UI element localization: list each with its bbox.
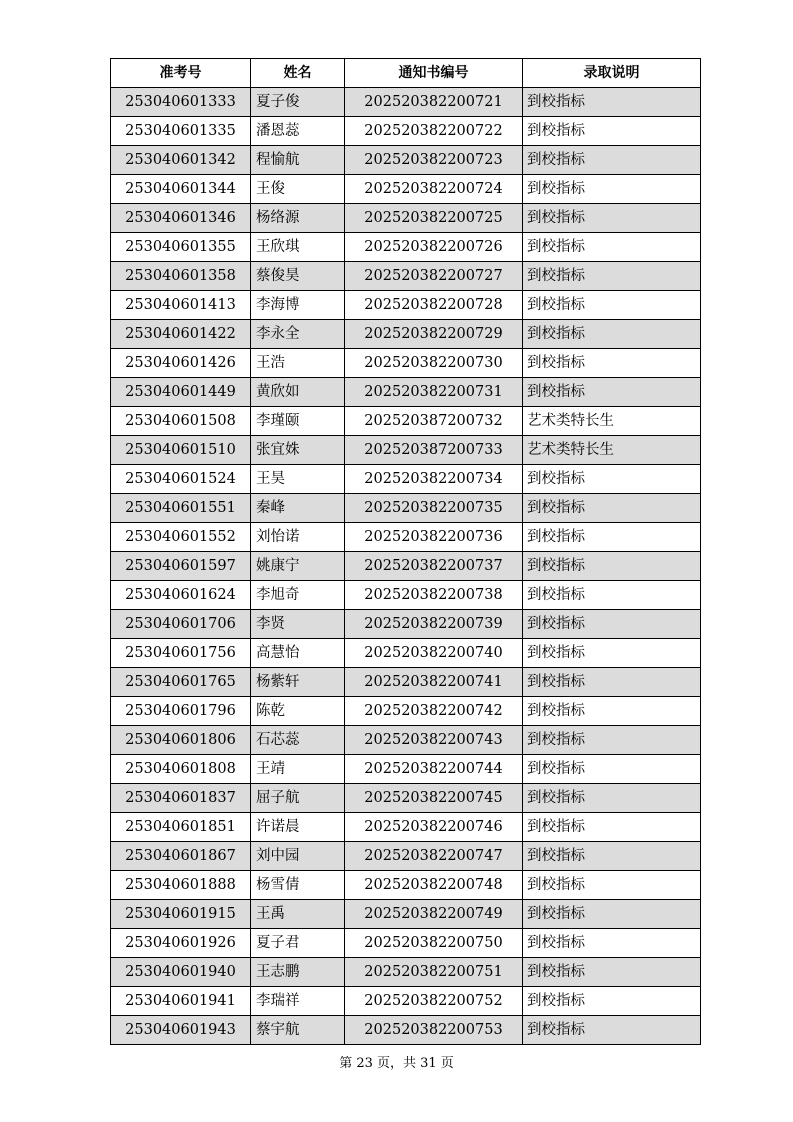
cell-notice-no: 202520382200747 <box>345 842 523 871</box>
cell-name: 许诺晨 <box>251 813 345 842</box>
cell-name: 杨络源 <box>251 204 345 233</box>
cell-notice-no: 202520382200749 <box>345 900 523 929</box>
cell-remark: 到校指标 <box>523 494 701 523</box>
table-row <box>111 378 701 407</box>
admission-table <box>110 58 701 1045</box>
cell-exam-no: 253040601335 <box>111 117 251 146</box>
table-row <box>111 146 701 175</box>
table-body <box>111 88 701 1045</box>
table-row <box>111 842 701 871</box>
cell-remark: 艺术类特长生 <box>523 436 701 465</box>
cell-exam-no: 253040601796 <box>111 697 251 726</box>
table-row <box>111 871 701 900</box>
cell-notice-no: 202520382200752 <box>345 987 523 1016</box>
cell-remark: 到校指标 <box>523 610 701 639</box>
cell-exam-no: 253040601355 <box>111 233 251 262</box>
cell-name: 秦峰 <box>251 494 345 523</box>
cell-remark: 到校指标 <box>523 1016 701 1045</box>
cell-exam-no: 253040601422 <box>111 320 251 349</box>
table-row <box>111 581 701 610</box>
cell-remark: 到校指标 <box>523 378 701 407</box>
cell-notice-no: 202520382200743 <box>345 726 523 755</box>
cell-remark: 到校指标 <box>523 523 701 552</box>
table-header <box>111 59 701 88</box>
cell-notice-no: 202520382200729 <box>345 320 523 349</box>
cell-remark: 到校指标 <box>523 465 701 494</box>
table-row <box>111 610 701 639</box>
cell-remark: 到校指标 <box>523 291 701 320</box>
table-row <box>111 668 701 697</box>
cell-remark: 到校指标 <box>523 117 701 146</box>
cell-exam-no: 253040601524 <box>111 465 251 494</box>
cell-exam-no: 253040601808 <box>111 755 251 784</box>
cell-name: 程愉航 <box>251 146 345 175</box>
cell-exam-no: 253040601426 <box>111 349 251 378</box>
cell-notice-no: 202520382200725 <box>345 204 523 233</box>
table-row <box>111 233 701 262</box>
table-row <box>111 784 701 813</box>
cell-name: 陈乾 <box>251 697 345 726</box>
cell-name: 潘恩蕊 <box>251 117 345 146</box>
cell-exam-no: 253040601765 <box>111 668 251 697</box>
cell-notice-no: 202520382200739 <box>345 610 523 639</box>
table-row <box>111 929 701 958</box>
table-row <box>111 407 701 436</box>
table-row <box>111 436 701 465</box>
cell-exam-no: 253040601333 <box>111 88 251 117</box>
cell-name: 杨紫轩 <box>251 668 345 697</box>
cell-notice-no: 202520382200746 <box>345 813 523 842</box>
cell-remark: 到校指标 <box>523 175 701 204</box>
cell-name: 王欣琪 <box>251 233 345 262</box>
cell-name: 李瑾颐 <box>251 407 345 436</box>
cell-exam-no: 253040601358 <box>111 262 251 291</box>
cell-notice-no: 202520382200751 <box>345 958 523 987</box>
cell-remark: 到校指标 <box>523 349 701 378</box>
cell-notice-no: 202520382200745 <box>345 784 523 813</box>
cell-notice-no: 202520382200730 <box>345 349 523 378</box>
cell-remark: 到校指标 <box>523 581 701 610</box>
cell-name: 石芯蕊 <box>251 726 345 755</box>
cell-name: 王志鹏 <box>251 958 345 987</box>
table-row <box>111 639 701 668</box>
cell-exam-no: 253040601926 <box>111 929 251 958</box>
cell-notice-no: 202520382200723 <box>345 146 523 175</box>
header-notice-no: 通知书编号 <box>345 59 523 88</box>
cell-remark: 到校指标 <box>523 262 701 291</box>
cell-notice-no: 202520387200733 <box>345 436 523 465</box>
cell-name: 李海博 <box>251 291 345 320</box>
cell-notice-no: 202520382200731 <box>345 378 523 407</box>
header-exam-no: 准考号 <box>111 59 251 88</box>
cell-exam-no: 253040601941 <box>111 987 251 1016</box>
cell-exam-no: 253040601449 <box>111 378 251 407</box>
cell-name: 高慧怡 <box>251 639 345 668</box>
cell-remark: 到校指标 <box>523 813 701 842</box>
table-row <box>111 900 701 929</box>
cell-name: 李永全 <box>251 320 345 349</box>
table-row <box>111 813 701 842</box>
cell-remark: 到校指标 <box>523 552 701 581</box>
cell-notice-no: 202520382200736 <box>345 523 523 552</box>
cell-remark: 到校指标 <box>523 639 701 668</box>
cell-exam-no: 253040601915 <box>111 900 251 929</box>
cell-notice-no: 202520382200724 <box>345 175 523 204</box>
cell-notice-no: 202520382200750 <box>345 929 523 958</box>
cell-remark: 到校指标 <box>523 320 701 349</box>
cell-exam-no: 253040601510 <box>111 436 251 465</box>
cell-notice-no: 202520382200734 <box>345 465 523 494</box>
cell-name: 杨雪倩 <box>251 871 345 900</box>
cell-name: 屈子航 <box>251 784 345 813</box>
cell-remark: 到校指标 <box>523 871 701 900</box>
table-row <box>111 697 701 726</box>
cell-notice-no: 202520382200753 <box>345 1016 523 1045</box>
cell-exam-no: 253040601837 <box>111 784 251 813</box>
cell-name: 王禹 <box>251 900 345 929</box>
page-footer: 第 23 页，共 31 页 <box>339 1056 454 1071</box>
cell-remark: 到校指标 <box>523 88 701 117</box>
cell-notice-no: 202520382200740 <box>345 639 523 668</box>
table-row <box>111 465 701 494</box>
cell-exam-no: 253040601706 <box>111 610 251 639</box>
cell-notice-no: 202520382200722 <box>345 117 523 146</box>
table-row <box>111 1016 701 1045</box>
cell-notice-no: 202520387200732 <box>345 407 523 436</box>
cell-notice-no: 202520382200744 <box>345 755 523 784</box>
cell-remark: 艺术类特长生 <box>523 407 701 436</box>
cell-notice-no: 202520382200728 <box>345 291 523 320</box>
cell-name: 夏子俊 <box>251 88 345 117</box>
cell-exam-no: 253040601867 <box>111 842 251 871</box>
cell-exam-no: 253040601413 <box>111 291 251 320</box>
cell-exam-no: 253040601756 <box>111 639 251 668</box>
cell-exam-no: 253040601342 <box>111 146 251 175</box>
cell-name: 李旭奇 <box>251 581 345 610</box>
cell-notice-no: 202520382200726 <box>345 233 523 262</box>
table-row <box>111 204 701 233</box>
cell-name: 王靖 <box>251 755 345 784</box>
cell-remark: 到校指标 <box>523 958 701 987</box>
table-row <box>111 262 701 291</box>
table-row <box>111 726 701 755</box>
cell-remark: 到校指标 <box>523 842 701 871</box>
cell-name: 李贤 <box>251 610 345 639</box>
cell-notice-no: 202520382200727 <box>345 262 523 291</box>
cell-exam-no: 253040601508 <box>111 407 251 436</box>
cell-remark: 到校指标 <box>523 204 701 233</box>
cell-name: 姚康宁 <box>251 552 345 581</box>
cell-remark: 到校指标 <box>523 726 701 755</box>
table-row <box>111 175 701 204</box>
cell-remark: 到校指标 <box>523 146 701 175</box>
cell-name: 王俊 <box>251 175 345 204</box>
table-row <box>111 958 701 987</box>
cell-remark: 到校指标 <box>523 668 701 697</box>
cell-name: 蔡宇航 <box>251 1016 345 1045</box>
cell-remark: 到校指标 <box>523 755 701 784</box>
cell-exam-no: 253040601344 <box>111 175 251 204</box>
cell-exam-no: 253040601346 <box>111 204 251 233</box>
cell-name: 李瑞祥 <box>251 987 345 1016</box>
table-row <box>111 320 701 349</box>
cell-exam-no: 253040601552 <box>111 523 251 552</box>
header-name: 姓名 <box>251 59 345 88</box>
cell-name: 张宜姝 <box>251 436 345 465</box>
cell-remark: 到校指标 <box>523 697 701 726</box>
cell-name: 刘中园 <box>251 842 345 871</box>
cell-exam-no: 253040601597 <box>111 552 251 581</box>
table-row <box>111 987 701 1016</box>
table-row <box>111 349 701 378</box>
cell-name: 刘怡诺 <box>251 523 345 552</box>
cell-remark: 到校指标 <box>523 233 701 262</box>
table-row <box>111 523 701 552</box>
cell-notice-no: 202520382200735 <box>345 494 523 523</box>
cell-name: 王昊 <box>251 465 345 494</box>
cell-exam-no: 253040601851 <box>111 813 251 842</box>
cell-notice-no: 202520382200737 <box>345 552 523 581</box>
cell-notice-no: 202520382200742 <box>345 697 523 726</box>
cell-exam-no: 253040601940 <box>111 958 251 987</box>
table-row <box>111 117 701 146</box>
cell-notice-no: 202520382200748 <box>345 871 523 900</box>
cell-exam-no: 253040601888 <box>111 871 251 900</box>
header-remark: 录取说明 <box>523 59 701 88</box>
cell-name: 黄欣如 <box>251 378 345 407</box>
cell-name: 蔡俊昊 <box>251 262 345 291</box>
cell-notice-no: 202520382200738 <box>345 581 523 610</box>
table-row <box>111 291 701 320</box>
cell-remark: 到校指标 <box>523 987 701 1016</box>
cell-exam-no: 253040601943 <box>111 1016 251 1045</box>
header-row <box>111 59 701 88</box>
cell-remark: 到校指标 <box>523 929 701 958</box>
cell-remark: 到校指标 <box>523 900 701 929</box>
cell-notice-no: 202520382200721 <box>345 88 523 117</box>
cell-notice-no: 202520382200741 <box>345 668 523 697</box>
cell-name: 夏子君 <box>251 929 345 958</box>
table-row <box>111 88 701 117</box>
cell-exam-no: 253040601624 <box>111 581 251 610</box>
table-row <box>111 494 701 523</box>
table-row <box>111 755 701 784</box>
cell-remark: 到校指标 <box>523 784 701 813</box>
cell-exam-no: 253040601551 <box>111 494 251 523</box>
cell-exam-no: 253040601806 <box>111 726 251 755</box>
cell-name: 王浩 <box>251 349 345 378</box>
table-row <box>111 552 701 581</box>
